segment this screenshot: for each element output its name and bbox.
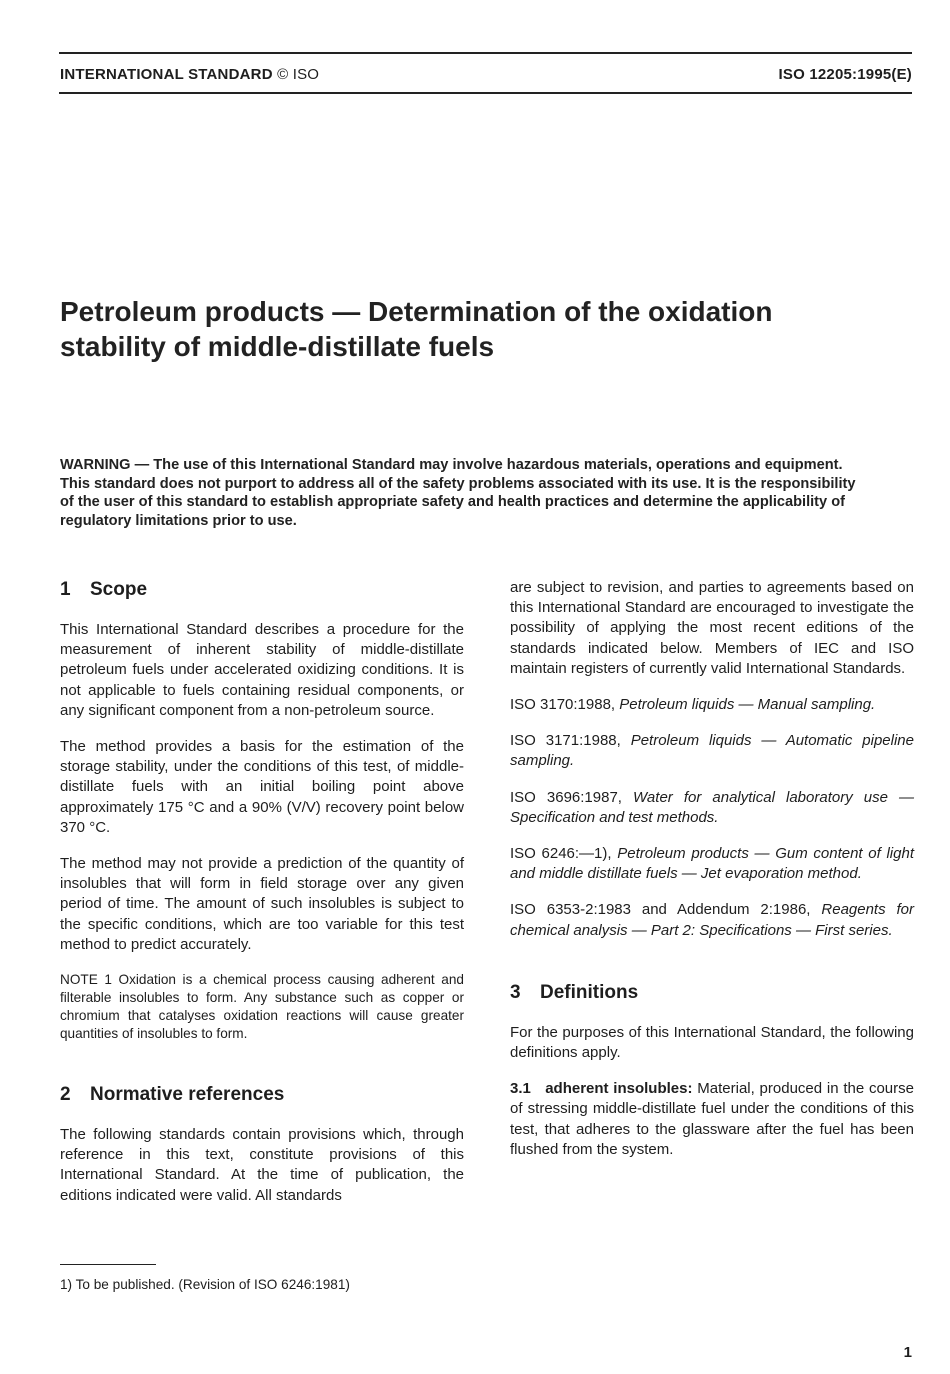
section-1-number: 1 bbox=[60, 579, 71, 600]
definition-3-1-term: adherent insolubles: bbox=[545, 1080, 693, 1098]
scope-paragraph-2: The method provides a basis for the estimation of the storage stability, under the conditions of this test, of middle-distillate fuels with an initial boiling point above approximately 175 °C and a 90% (V/V) recovery point below 370 °C. bbox=[60, 738, 464, 836]
left-column bbox=[60, 578, 464, 1222]
definition-3-1-text: Material, produced in the course of stressing middle-distillate fuel under the conditions of this test, that adheres to the glassware after the fuel has been flushed from the system. bbox=[510, 1080, 914, 1158]
title-line-2: stability of middle-distillate fuels bbox=[60, 331, 495, 362]
section-3-number: 3 bbox=[510, 981, 521, 1003]
header-copyright: © ISO bbox=[277, 66, 320, 83]
normative-paragraph-1-continued: are subject to revision, and parties to agreements based on this International Standard are encouraged to investigate the possibility of applying the most recent editions of the standards indicated below. Members of IEC and ISO maintain registers of currently valid International Standards. bbox=[510, 579, 914, 677]
header-document-number: ISO 12205:1995(E) bbox=[778, 66, 912, 83]
document-title bbox=[60, 294, 910, 364]
definition-3-1 bbox=[510, 1079, 914, 1160]
page-number: 1 bbox=[903, 1344, 912, 1361]
normative-paragraph-1: The following standards contain provisions which, through reference in this text, constitute provisions of this International Standard. At the time of publication, the editions indicated were valid. All standards bbox=[60, 1126, 464, 1204]
reference-iso-6246: ISO 6246:—1), Petroleum products — Gum content of light and middle distillate fuels — Jet evaporation method. bbox=[510, 845, 914, 883]
section-2-number: 2 bbox=[60, 1084, 71, 1106]
header-standard-label: INTERNATIONAL STANDARD bbox=[60, 66, 273, 83]
section-3-title: Definitions bbox=[540, 981, 639, 1003]
section-2-heading bbox=[60, 1083, 464, 1107]
warning-paragraph: WARNING — The use of this International Standard may involve hazardous materials, operations and equipment. This standard does not purport to address all of the safety problems associated with its use. It is the responsibility of the user of this standard to establish appropriate safety and health practices and determine the applicability of regulatory limitations prior to use. bbox=[60, 457, 856, 529]
header-rule-top bbox=[59, 52, 912, 54]
section-1-heading bbox=[60, 578, 464, 602]
scope-note-1: NOTE 1 Oxidation is a chemical process causing adherent and filterable insolubles to form. Any substance such as copper or chromium that catalyses oxidation reactions will cause greater quantities of insolubles to form. bbox=[60, 972, 464, 1042]
section-1-title: Scope bbox=[90, 579, 148, 600]
definition-3-1-number: 3.1 bbox=[510, 1080, 531, 1098]
section-3-heading bbox=[510, 981, 914, 1005]
right-column bbox=[510, 578, 914, 1176]
header-left bbox=[60, 66, 319, 83]
scope-paragraph-1: This International Standard describes a procedure for the measurement of inherent stability of middle-distillate petroleum fuels under accelerated oxidizing conditions. It is not applicable to fuels containing residual components, or any significant component from a non-petroleum source. bbox=[60, 621, 464, 719]
reference-iso-6353-2: ISO 6353-2:1983 and Addendum 2:1986, Reagents for chemical analysis — Part 2: Specifications — First series. bbox=[510, 901, 915, 939]
title-line-1: Petroleum products — Determination of the oxidation bbox=[60, 296, 773, 327]
section-2-title: Normative references bbox=[90, 1084, 285, 1106]
footnote-rule bbox=[60, 1264, 156, 1265]
reference-iso-3171: ISO 3171:1988, Petroleum liquids — Automatic pipeline sampling. bbox=[510, 732, 914, 770]
scope-paragraph-3: The method may not provide a prediction of the quantity of insolubles that will form in field storage over any given period of time. The amount of such insolubles is subject to the specific conditions, which are too variable for this test method to predict accurately. bbox=[60, 855, 464, 953]
definitions-intro: For the purposes of this International Standard, the following definitions apply. bbox=[510, 1023, 914, 1062]
header-rule-bottom bbox=[59, 92, 912, 94]
reference-iso-3696: ISO 3696:1987, Water for analytical laboratory use — Specification and test methods. bbox=[510, 788, 914, 826]
reference-iso-3170: ISO 3170:1988, Petroleum liquids — Manual sampling. bbox=[510, 696, 876, 714]
footnote-1: 1) To be published. (Revision of ISO 6246:1981) bbox=[60, 1277, 350, 1292]
